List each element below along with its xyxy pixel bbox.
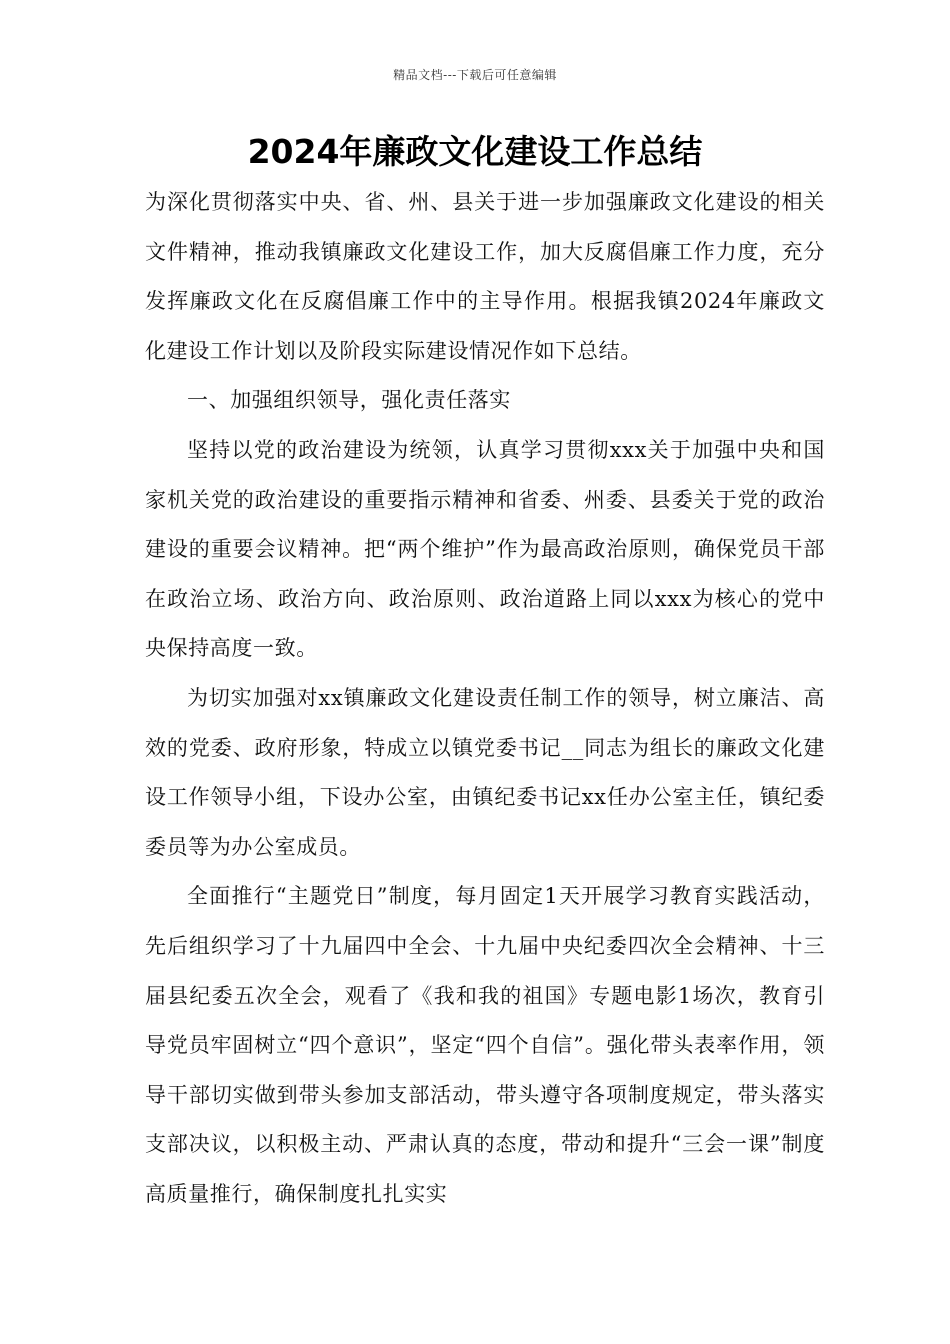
document-body <box>145 178 825 1219</box>
header-note: 精品文档---下载后可任意编辑 <box>393 68 557 82</box>
document-title: 2024年廉政文化建设工作总结 <box>247 132 703 171</box>
body-paragraph: 为切实加强对xx镇廉政文化建设责任制工作的领导，树立廉洁、高效的党委、政府形象，特成立以镇党委书记__同志为组长的廉政文化建设工作领导小组，下设办公室，由镇纪委书记xx任办公室主任，镇纪委委员等为办公室成员。 <box>145 685 825 859</box>
intro-paragraph: 为深化贯彻落实中央、省、州、县关于进一步加强廉政文化建设的相关文件精神，推动我镇廉政文化建设工作，加大反腐倡廉工作力度，充分发挥廉政文化在反腐倡廉工作中的主导作用。根据我镇2024年廉政文化建设工作计划以及阶段实际建设情况作如下总结。 <box>145 190 825 363</box>
section-heading: 一、加强组织领导，强化责任落实 <box>187 388 511 413</box>
body-paragraph: 全面推行“主题党日”制度，每月固定1天开展学习教育实践活动，先后组织学习了十九届四中全会、十九届中央纪委四次全会精神、十三届县纪委五次全会，观看了《我和我的祖国》专题电影1场次，教育引导党员牢固树立“四个意识”，坚定“四个自信”。强化带头表率作用，领导干部切实做到带头参加支部活动，带头遵守各项制度规定，带头落实支部决议，以积极主动、严肃认真的态度，带动和提升“三会一课”制度高质量推行，确保制度扎扎实实 <box>145 884 825 1206</box>
body-paragraph: 坚持以党的政治建设为统领，认真学习贯彻xxx关于加强中央和国家机关党的政治建设的重要指示精神和省委、州委、县委关于党的政治建设的重要会议精神。把“两个维护”作为最高政治原则，确保党员干部在政治立场、政治方向、政治原则、政治道路上同以xxx为核心的党中央保持高度一致。 <box>145 437 825 661</box>
